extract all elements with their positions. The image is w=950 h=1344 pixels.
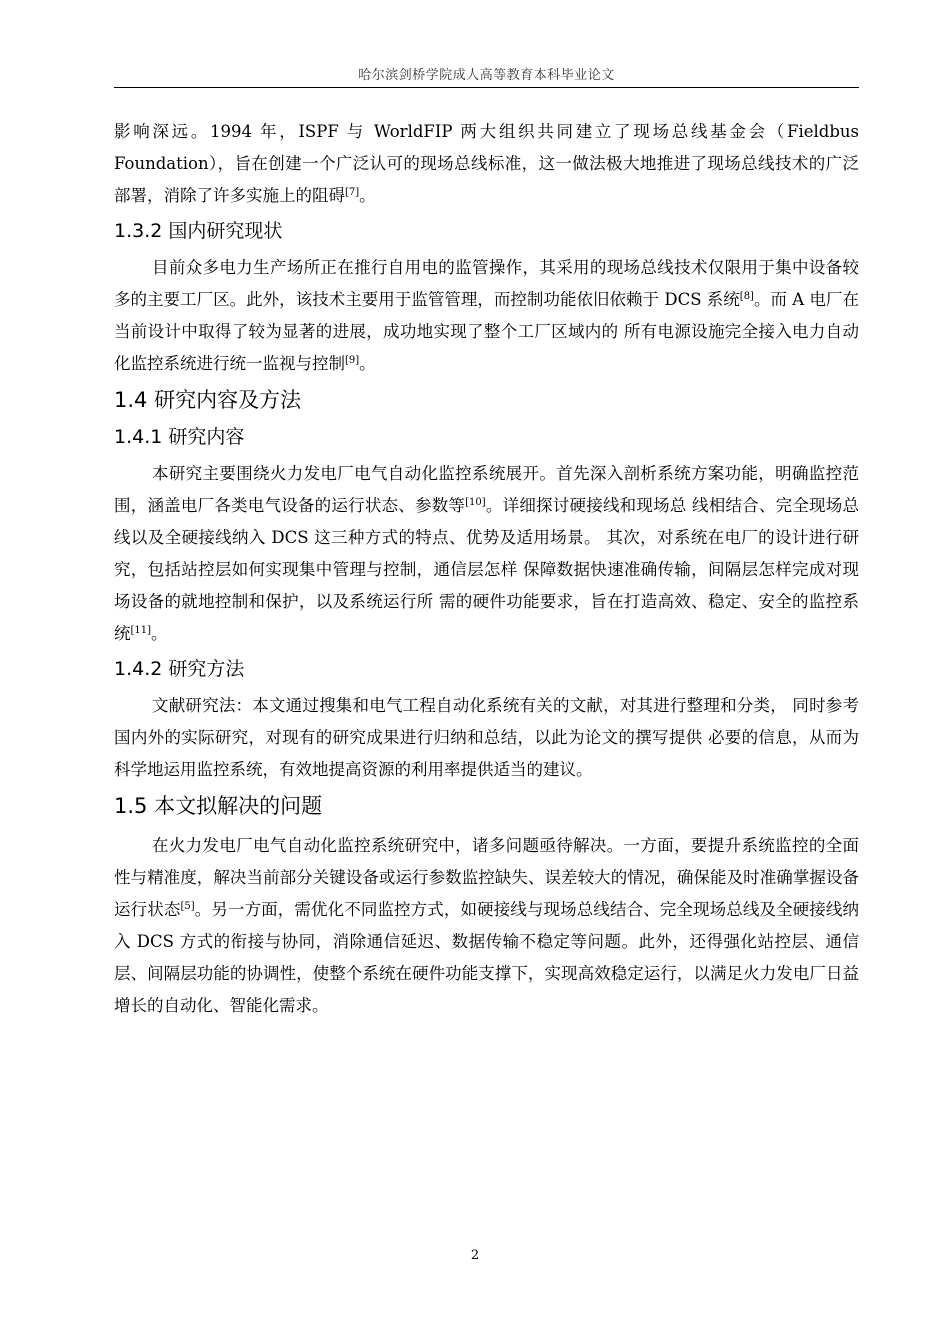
paragraph-text: 文献研究法：本文通过搜集和电气工程自动化系统有关的文献，对其进行整理和分类， 同时参考国内外的实际研究，对现有的研究成果进行归纳和总结，以此为论文的撰写提供 必要的信息，从而为科学地运用监控系统，有效地提高资源的利用率提供适当的建议。 xyxy=(114,696,859,779)
citation[interactable]: [11] xyxy=(130,625,152,636)
paragraph-tail: 。 xyxy=(359,186,376,205)
paragraph-text: 。详细探讨硬接线和现场总 线相结合、完全现场总线以及全硬接线纳入 DCS 这三种方式的特点、优势及适用场景。 其次，对系统在电厂的设计进行研究，包括站控层如何实现集中管理与控制，通信层怎样 保障数据快速准确传输，间隔层怎样完成对现场设备的就地控制和保护，以及系统运行所 需的硬件功能要求，旨在打造高效、稳定、安全的监控系统 xyxy=(114,496,859,643)
page-number: 2 xyxy=(470,1248,480,1263)
citation[interactable]: [8] xyxy=(739,291,754,302)
paragraph-text: 。另一方面，需优化不同监控方式，如硬接线与现场总线结合、完全现场总线及全硬接线纳入 DCS 方式的衔接与协同，消除通信延迟、数据传输不稳定等问题。此外，还得强化站控层、通信层、间隔层功能的协调性，使整个系统在硬件功能支撑下，实现高效稳定运行，以满足火力发电厂日益增长的自动化、智能化需求。 xyxy=(114,900,860,1015)
section-heading-1-4: 1.4 研究内容及方法 xyxy=(114,388,302,412)
paragraph-fieldbus-history xyxy=(114,116,859,212)
citation[interactable]: [7] xyxy=(345,187,360,198)
section-heading-1-3-2: 1.3.2 国内研究现状 xyxy=(114,220,283,242)
paragraph-research-method xyxy=(114,690,859,786)
section-heading-1-4-1: 1.4.1 研究内容 xyxy=(114,426,245,448)
paragraph-tail: 。 xyxy=(359,354,376,373)
paragraph-text: 目前众多电力生产场所正在推行自用电的监管操作，其采用的现场总线技术仅限用于集中设备较多的主要工厂区。此外，该技术主要用于监管管理，而控制功能依旧依赖于 DCS 系统 xyxy=(114,258,859,309)
section-heading-1-4-2: 1.4.2 研究方法 xyxy=(114,658,245,680)
citation[interactable]: [10] xyxy=(465,497,486,508)
paragraph-text: 在火力发电厂电气自动化监控系统研究中，诸多问题亟待解决。一方面，要提升系统监控的全面性与精准度，解决当前部分关键设备或运行参数监控缺失、误差较大的情况，确保能及时准确掌握设备运行状态 xyxy=(114,836,859,919)
paragraph-domestic-status xyxy=(114,252,859,380)
paragraph-text: 本研究主要围绕火力发电厂电气自动化监控系统展开。首先深入剖析系统方案功能，明确监控范围，涵盖电厂各类电气设备的运行状态、参数等 xyxy=(114,464,859,515)
citation[interactable]: [9] xyxy=(345,355,360,366)
paragraph-research-content xyxy=(114,458,859,650)
running-header: 哈尔滨剑桥学院成人高等教育本科毕业论文 xyxy=(358,68,615,83)
citation[interactable]: [5] xyxy=(180,901,195,912)
header-rule xyxy=(114,87,859,88)
paragraph-problems xyxy=(114,830,859,1022)
paragraph-text: 。而 A 电厂在当前设计中取得了较为显著的进展，成功地实现了整个工厂区域内的 所有电源设施完全接入电力自动化监控系统进行统一监视与控制 xyxy=(114,290,859,373)
paragraph-tail: 。 xyxy=(151,624,168,643)
page-body xyxy=(114,116,859,1022)
paragraph-text: 影响深远。1994 年，ISPF 与 WorldFIP 两大组织共同建立了现场总线基金会（Fieldbus Foundation），旨在创建一个广泛认可的现场总线标准，这一做法极大地推进了现场总线技术的广泛部署，消除了许多实施上的阻碍 xyxy=(114,122,859,205)
section-heading-1-5: 1.5 本文拟解决的问题 xyxy=(114,794,323,818)
